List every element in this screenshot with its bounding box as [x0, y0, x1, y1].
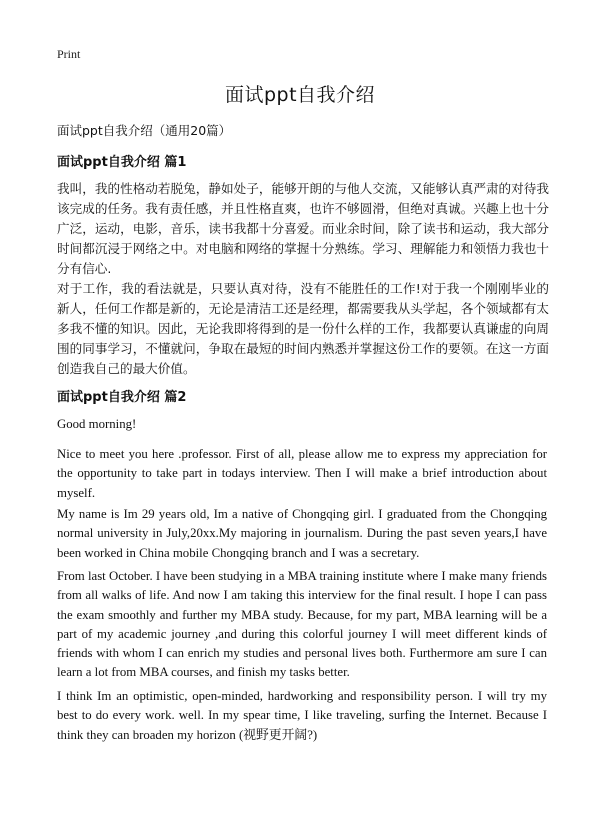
- section-2-heading: 面试ppt自我介绍 篇2: [57, 390, 187, 405]
- section-2-paragraph-5: I think Im an optimistic, open-minded, hardworking and responsibility person. I will try my best to do every work. well. In my spear time, I like traveling, surfing the Internet. Because I think they can broaden my horizon (视野更开阔?): [57, 689, 547, 742]
- section-2-paragraph-1: Good morning!: [57, 417, 137, 431]
- section-2-paragraph-2: Nice to meet you here .professor. First of all, please allow me to express my appreciation for the opportunity to take part in todays interview. Then I will make a brief introduction about myself.: [57, 447, 547, 500]
- document-subtitle: 面试ppt自我介绍（通用20篇）: [57, 123, 232, 138]
- section-2-paragraph-4: From last October. I have been studying in a MBA training institute where I make many friends from all walks of life. And now I am taking this interview for the final result. I hope I can pass the exam smoothly and further my MBA study. Because, for my part, MBA learning will be a part of my academic journey ,and during this colorful journey I will meet different kinds of friends with whom I can enrich my studies and personal lives both. Furthermore am sure I can learn a lot from MBA courses, and finish my tasks better.: [57, 569, 547, 680]
- document-title: 面试ppt自我介绍: [224, 84, 376, 106]
- print-label: Print: [57, 47, 81, 61]
- section-2-paragraph-3: My name is Im 29 years old, Im a native of Chongqing girl. I graduated from the Chongqing normal university in July,20xx.My majoring in journalism. During the past seven years,I have been worked in China mobile Chongqing branch and I was a secretary.: [57, 507, 547, 560]
- section-1-paragraph-1: 我叫，我的性格动若脱兔，静如处子，能够开朗的与他人交流，又能够认真严肃的对待我该完成的任务。我有责任感，并且性格直爽，也许不够圆滑，但绝对真诚。兴趣上也十分广泛，运动，电影，音乐，读书我都十分喜爱。而业余时间，除了读书和运动，我大部分时间都沉浸于网络之中。对电脑和网络的掌握十分熟练。学习、理解能力和领悟力我也十分有信心.: [57, 181, 549, 276]
- section-1-heading: 面试ppt自我介绍 篇1: [57, 155, 187, 170]
- section-1-paragraph-2: 对于工作，我的看法就是，只要认真对待，没有不能胜任的工作!对于我一个刚刚毕业的新人，任何工作都是新的，无论是清洁工还是经理，都需要我从头学起，各个领域都有太多我不懂的知识。因此，无论我即将得到的是一份什么样的工作，我都要认真谦虚的向周围的同事学习，不懂就问，争取在最短的时间内熟悉并掌握这份工作的要领。在这一方面创造我自己的最大价值。: [57, 281, 549, 376]
